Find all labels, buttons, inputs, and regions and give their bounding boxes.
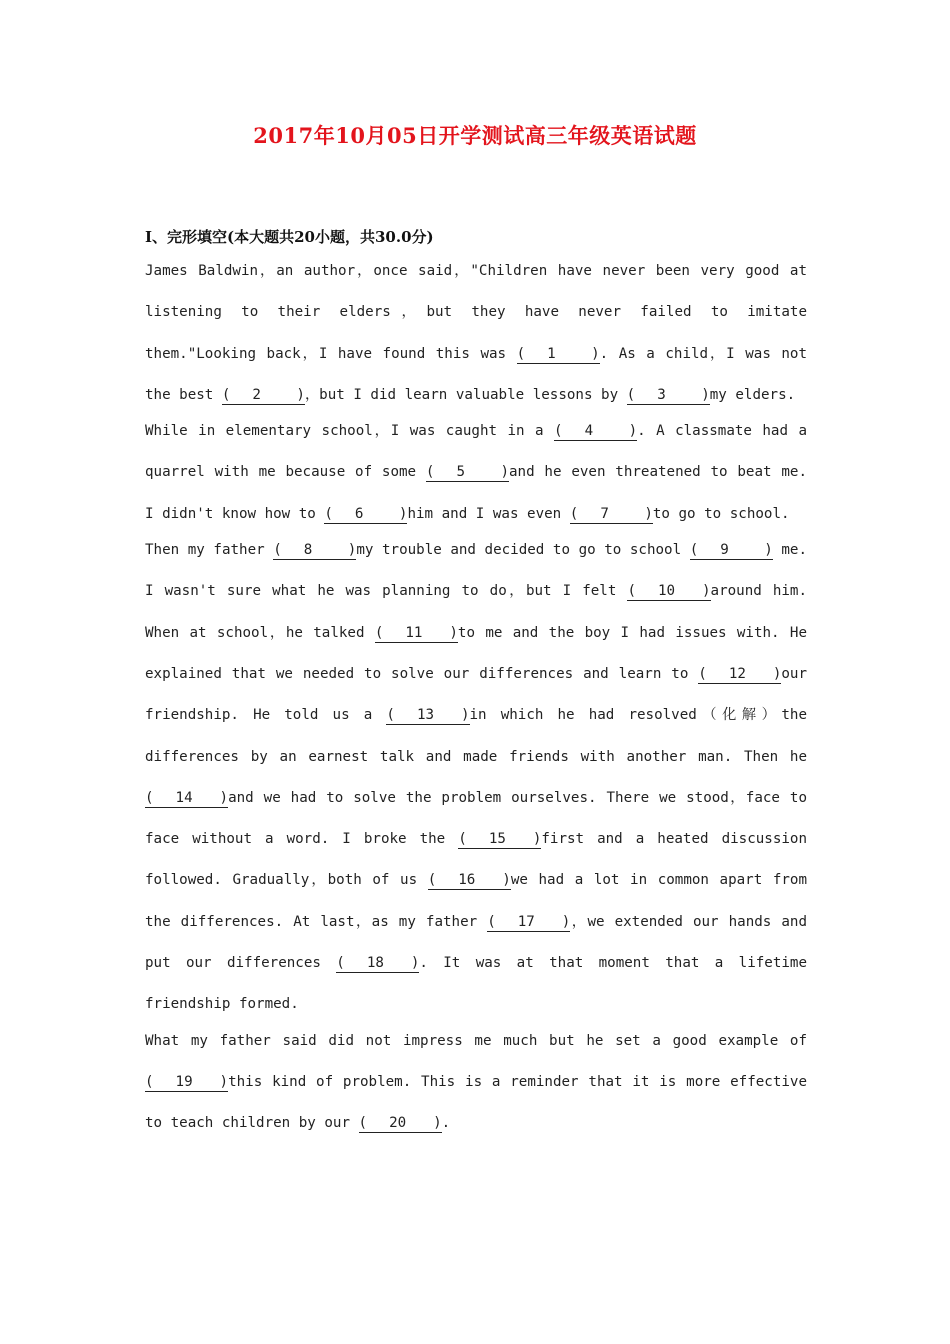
blank-close-paren: ): [701, 583, 711, 600]
passage-text: While in elementary school，I was caught in a: [145, 423, 555, 440]
passage-text: . A classmate had a quarrel with me because of some: [145, 423, 807, 481]
blank-open-paren: (: [425, 464, 435, 481]
answer-blank[interactable]: [458, 830, 541, 849]
blank-open-paren: (: [627, 583, 636, 600]
paragraph: [145, 251, 807, 416]
blank-open-paren: (: [626, 386, 636, 403]
blank-open-paren: (: [427, 872, 437, 889]
blank-open-paren: (: [374, 624, 384, 641]
section-heading: I、完形填空(本大题共20小题，共30.0分): [145, 228, 434, 246]
passage-text: we had a lot in common apart from the differences. At last，as my father: [145, 872, 808, 930]
blank-close-paren: ): [398, 505, 408, 522]
passage-text: .: [441, 1115, 451, 1132]
passage-text: him and I was even: [407, 505, 570, 522]
paragraph: [145, 411, 807, 535]
blank-close-paren: ): [764, 542, 773, 559]
blank-close-paren: ): [347, 542, 357, 559]
blank-close-paren: ): [502, 872, 511, 889]
blank-close-paren: ): [296, 386, 305, 403]
blank-open-paren: (: [145, 1073, 154, 1090]
blank-number: 12: [728, 665, 746, 682]
blank-close-paren: ): [219, 1073, 229, 1090]
blank-close-paren: ): [591, 345, 600, 362]
blank-number: 4: [584, 423, 594, 440]
answer-blank[interactable]: [145, 789, 228, 808]
blank-number: 8: [303, 542, 313, 559]
blank-number: 19: [175, 1073, 193, 1090]
passage-text: and we had to solve the problem ourselves. There we stood，face to face without a word. I broke the: [145, 789, 807, 848]
blank-number: 15: [488, 831, 506, 848]
passage-text: . As a child，I was not the best: [145, 345, 807, 403]
paragraph: [145, 530, 807, 1026]
blank-open-paren: (: [324, 505, 333, 522]
blank-number: 7: [600, 505, 609, 522]
answer-blank[interactable]: [487, 913, 570, 932]
blank-close-paren: ): [644, 505, 653, 522]
blank-open-paren: (: [569, 505, 579, 522]
blank-number: 13: [416, 707, 435, 724]
answer-blank[interactable]: [273, 541, 356, 560]
blank-close-paren: ): [561, 913, 571, 930]
passage-text: to go to school.: [652, 505, 790, 522]
answer-blank[interactable]: [627, 582, 710, 601]
passage-text: to me and the boy I had issues with. He explained that we needed to solve our differences and learn to: [145, 624, 808, 682]
blank-number: 6: [354, 505, 364, 522]
blank-open-paren: (: [554, 423, 563, 440]
blank-close-paren: ): [433, 1115, 442, 1132]
answer-blank[interactable]: [426, 463, 509, 482]
answer-blank[interactable]: [554, 422, 637, 441]
blank-number: 10: [657, 583, 676, 600]
blank-number: 3: [657, 386, 666, 403]
passage-text: this kind of problem. This is a reminder that it is more effective to teach children by our: [145, 1073, 807, 1132]
blank-open-paren: (: [516, 345, 526, 362]
blank-close-paren: ): [772, 665, 782, 682]
answer-blank[interactable]: [690, 541, 773, 560]
passage-text: Then my father: [145, 542, 274, 559]
blank-close-paren: ): [449, 624, 458, 641]
answer-blank[interactable]: [570, 505, 653, 524]
blank-close-paren: ): [532, 831, 542, 848]
blank-close-paren: ): [701, 386, 710, 403]
passage-text: first and a heated discussion followed. Gradually，both of us: [145, 831, 807, 889]
blank-open-paren: (: [458, 831, 467, 848]
passage-text: around him. When at school，he talked: [145, 583, 807, 641]
passage-text: me. I wasn't sure what he was planning to do，but I felt: [145, 542, 808, 600]
answer-blank[interactable]: [428, 871, 511, 890]
answer-blank[interactable]: [517, 345, 600, 364]
passage-text: my elders.: [709, 386, 796, 403]
blank-open-paren: (: [487, 913, 496, 930]
passage-text: What my father said did not impress me much but he set a good example of: [145, 1032, 807, 1049]
cloze-passage: [145, 251, 807, 1145]
blank-number: 11: [405, 624, 423, 641]
blank-number: 17: [517, 913, 535, 930]
blank-open-paren: (: [698, 665, 707, 682]
blank-close-paren: ): [219, 789, 229, 806]
blank-open-paren: (: [221, 386, 231, 403]
answer-blank[interactable]: [359, 1114, 442, 1133]
blank-number: 18: [366, 955, 384, 972]
passage-text: ，we extended our hands and put our differences: [145, 913, 807, 972]
answer-blank[interactable]: [386, 706, 469, 725]
blank-number: 16: [458, 872, 476, 889]
passage-text: . It was at that moment that a lifetime friendship formed.: [145, 955, 807, 1013]
blank-number: 14: [175, 789, 193, 806]
page-title: 2017年10月05日开学测试高三年级英语试题: [253, 123, 697, 148]
paragraph: [145, 1021, 807, 1145]
answer-blank[interactable]: [145, 1073, 228, 1092]
blank-open-paren: (: [358, 1115, 368, 1132]
blank-open-paren: (: [273, 542, 282, 559]
passage-text: and he even threatened to beat me. I didn't know how to: [145, 464, 807, 522]
passage-text: ，but I did learn valuable lessons by: [304, 386, 627, 403]
blank-number: 2: [252, 386, 261, 403]
answer-blank[interactable]: [698, 665, 781, 684]
blank-number: 1: [547, 345, 556, 362]
blank-number: 9: [720, 542, 729, 559]
answer-blank[interactable]: [336, 954, 419, 973]
blank-close-paren: ): [410, 955, 420, 972]
blank-number: 20: [389, 1115, 407, 1132]
blank-close-paren: ): [460, 707, 470, 724]
passage-text: our friendship. He told us a: [145, 665, 807, 724]
blank-close-paren: ): [628, 423, 638, 440]
answer-blank[interactable]: [324, 505, 407, 524]
blank-open-paren: (: [145, 789, 154, 806]
blank-number: 5: [456, 464, 465, 481]
answer-blank[interactable]: [222, 386, 305, 405]
passage-text: James Baldwin，an author，once said，"Children have never been very good at listening to their elders，but they have never failed to imitate them."Looking back，I have found this was: [145, 263, 807, 362]
blank-open-paren: (: [689, 542, 699, 559]
answer-blank[interactable]: [627, 386, 710, 405]
answer-blank[interactable]: [375, 624, 458, 643]
blank-open-paren: (: [336, 955, 345, 972]
blank-close-paren: ): [500, 464, 509, 481]
blank-open-paren: (: [386, 707, 395, 724]
passage-text: in which he had resolved（化解）the differences by an earnest talk and made friends with another man. Then he: [145, 707, 808, 765]
passage-text: my trouble and decided to go to school: [356, 542, 690, 559]
